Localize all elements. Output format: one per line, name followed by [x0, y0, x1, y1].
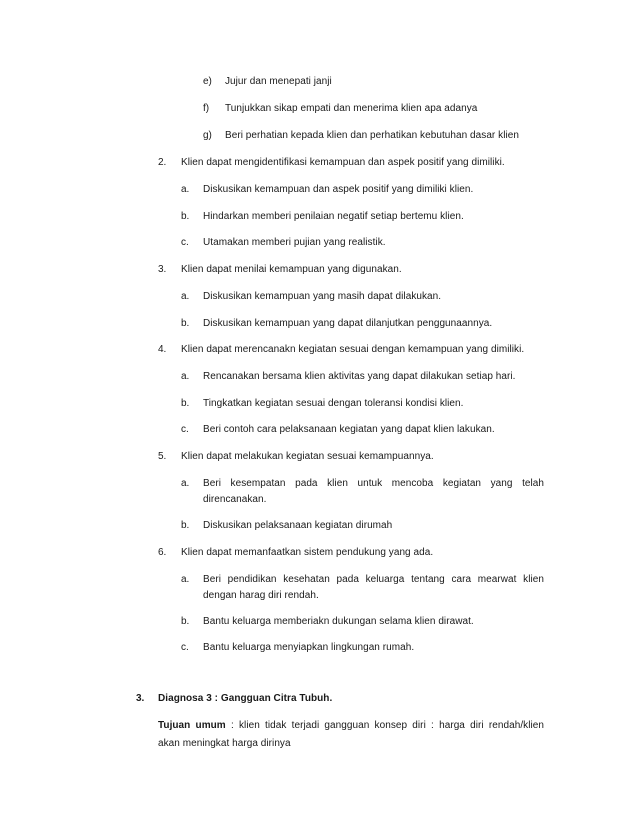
subitem-marker: a.: [181, 371, 190, 382]
subitem-marker: b.: [181, 616, 190, 627]
subitem-text: Beri kesempatan pada klien untuk mencoba kegiatan yang telah: [203, 478, 544, 489]
subitem-text: Beri perhatian kepada klien dan perhatikan kebutuhan dasar klien: [225, 130, 519, 141]
subitem-marker: c.: [181, 424, 189, 435]
subitem-marker: b.: [181, 398, 190, 409]
list-item-number: 2.: [158, 157, 167, 168]
subitem-text: Tunjukkan sikap empati dan menerima klien apa adanya: [225, 103, 478, 114]
subitem-text: Diskusikan kemampuan yang dapat dilanjutkan penggunaannya.: [203, 318, 493, 329]
list-item-number: 5.: [158, 451, 167, 462]
subitem-text-continuation: dengan harag diri rendah.: [203, 590, 319, 601]
subitem-marker: c.: [181, 642, 189, 653]
subitem-marker: g): [203, 130, 212, 141]
list-item-text: Klien dapat melakukan kegiatan sesuai kemampuannya.: [181, 451, 434, 462]
subitem-text: Diskusikan kemampuan yang masih dapat dilakukan.: [203, 291, 442, 302]
list-item-number: 6.: [158, 547, 167, 558]
subitem-text: Beri contoh cara pelaksanaan kegiatan yang dapat klien lakukan.: [203, 424, 495, 435]
subitem-text: Diskusikan kemampuan dan aspek positif yang dimiliki klien.: [203, 184, 474, 195]
subitem-marker: a.: [181, 478, 190, 489]
subitem-text: Bantu keluarga menyiapkan lingkungan rumah.: [203, 642, 415, 653]
tujuan-text: : klien tidak terjadi gangguan konsep diri : harga diri rendah/klien: [230, 720, 544, 731]
list-item-text: Klien dapat menilai kemampuan yang digunakan.: [181, 264, 402, 275]
tujuan-paragraph-line2: akan meningkat harga dirinya: [158, 738, 291, 749]
subitem-text: Beri pendidikan kesehatan pada keluarga tentang cara mearwat klien: [203, 574, 544, 585]
subitem-text: Tingkatkan kegiatan sesuai dengan toleransi kondisi klien.: [203, 398, 464, 409]
subitem-text: Bantu keluarga memberiakn dukungan selama klien dirawat.: [203, 616, 474, 627]
list-item-text: Klien dapat mengidentifikasi kemampuan dan aspek positif yang dimiliki.: [181, 157, 505, 168]
subitem-text: Jujur dan menepati janji: [225, 76, 332, 87]
subitem-marker: a.: [181, 574, 190, 585]
list-item-text: Klien dapat memanfaatkan sistem pendukung yang ada.: [181, 547, 434, 558]
subitem-text-continuation: direncanakan.: [203, 494, 267, 505]
list-item-number: 3.: [158, 264, 167, 275]
list-item-number: 4.: [158, 344, 167, 355]
subitem-marker: b.: [181, 211, 190, 222]
subitem-marker: f): [203, 103, 210, 114]
subitem-marker: c.: [181, 237, 189, 248]
subitem-text: Diskusikan pelaksanaan kegiatan dirumah: [203, 520, 393, 531]
subitem-marker: b.: [181, 520, 190, 531]
tujuan-label: Tujuan umum: [158, 720, 226, 731]
section-title: Diagnosa 3 : Gangguan Citra Tubuh.: [158, 693, 333, 704]
subitem-text: Hindarkan memberi penilaian negatif setiap bertemu klien.: [203, 211, 464, 222]
list-item-text: Klien dapat merencanakn kegiatan sesuai dengan kemampuan yang dimiliki.: [181, 344, 525, 355]
subitem-marker: e): [203, 76, 212, 87]
tujuan-paragraph-line1: [158, 719, 544, 732]
subitem-text: Utamakan memberi pujian yang realistik.: [203, 237, 386, 248]
section-number: 3.: [136, 693, 145, 704]
subitem-marker: a.: [181, 184, 190, 195]
subitem-text: Rencanakan bersama klien aktivitas yang dapat dilakukan setiap hari.: [203, 371, 516, 382]
subitem-marker: a.: [181, 291, 190, 302]
subitem-marker: b.: [181, 318, 190, 329]
